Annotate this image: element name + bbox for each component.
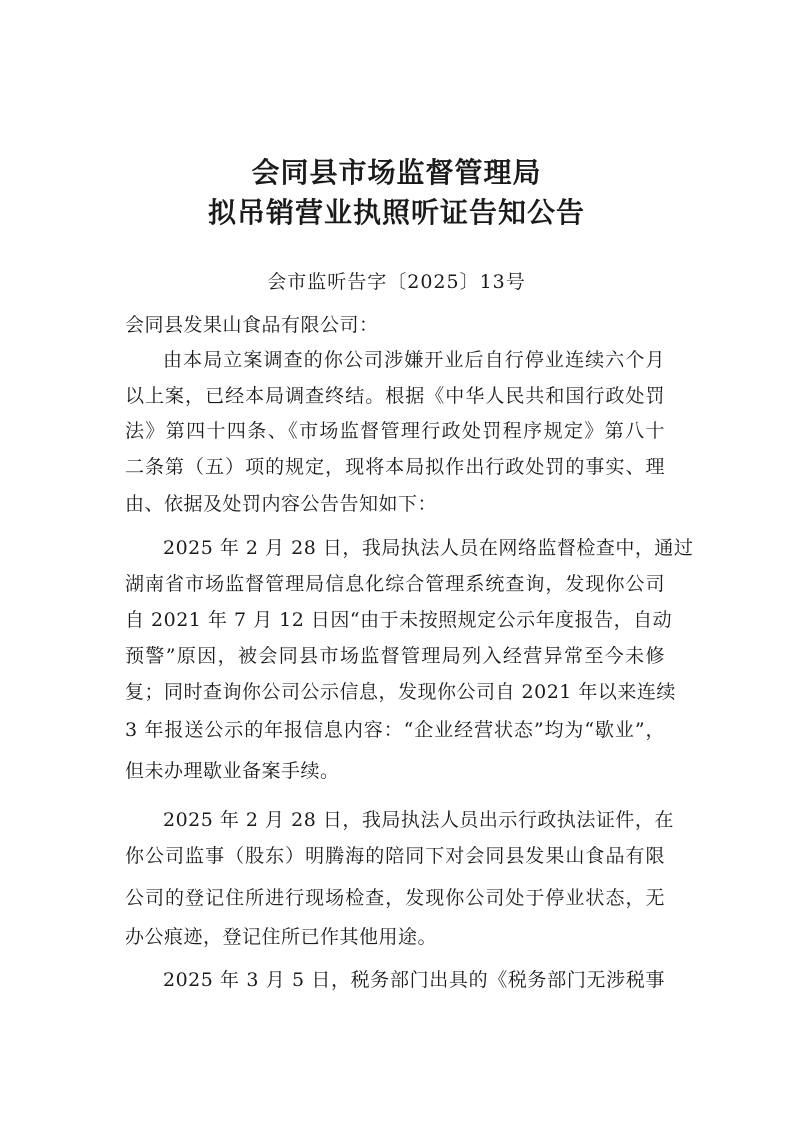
body-line: 2025 年 2 月 28 日，我局执法人员出示行政执法证件，在	[163, 809, 674, 831]
body-line: 由、依据及处罚内容公告告知如下：	[125, 493, 438, 515]
addressee: 会同县发果山食品有限公司：	[125, 314, 379, 336]
body-line: 办公痕迹，登记住所已作其他用途。	[125, 926, 438, 948]
body-line: 以上案，已经本局调查终结。根据《中华人民共和国行政处罚	[125, 385, 665, 407]
body-line: 2025 年 2 月 28 日，我局执法人员在网络监督检查中，通过	[163, 537, 694, 559]
body-line: 但未办理歇业备案手续。	[125, 760, 340, 782]
body-line: 法》第四十四条、《市场监督管理行政处罚程序规定》第八十	[125, 420, 665, 442]
body-line: 3 年报送公示的年报信息内容：“企业经营状态”均为“歇业”，	[125, 719, 665, 741]
document-title-line-2: 拟吊销营业执照听证告知公告	[207, 196, 585, 229]
body-line: 你公司监事（股东）明腾海的陪同下对会同县发果山食品有限	[125, 845, 665, 867]
body-line: 2025 年 3 月 5 日，税务部门出具的《税务部门无涉税事	[163, 969, 665, 991]
body-line: 预警”原因，被会同县市场监督管理局列入经营异常至今未修	[125, 645, 665, 667]
document-title-line-1: 会同县市场监督管理局	[251, 156, 542, 189]
body-line: 复；同时查询你公司公示信息，发现你公司自 2021 年以来连续	[125, 681, 676, 703]
document-number: 会市监听告字〔2025〕13号	[267, 271, 526, 293]
body-line: 自 2021 年 7 月 12 日因“由于未按照规定公示年度报告，自动	[125, 609, 673, 631]
body-line: 二条第（五）项的规定，现将本局拟作出行政处罚的事实、理	[125, 456, 665, 478]
body-line: 湖南省市场监督管理局信息化综合管理系统查询，发现你公司	[125, 573, 665, 595]
body-line: 公司的登记住所进行现场检查，发现你公司处于停业状态，无	[125, 887, 665, 909]
body-line: 由本局立案调查的你公司涉嫌开业后自行停业连续六个月	[163, 349, 665, 371]
